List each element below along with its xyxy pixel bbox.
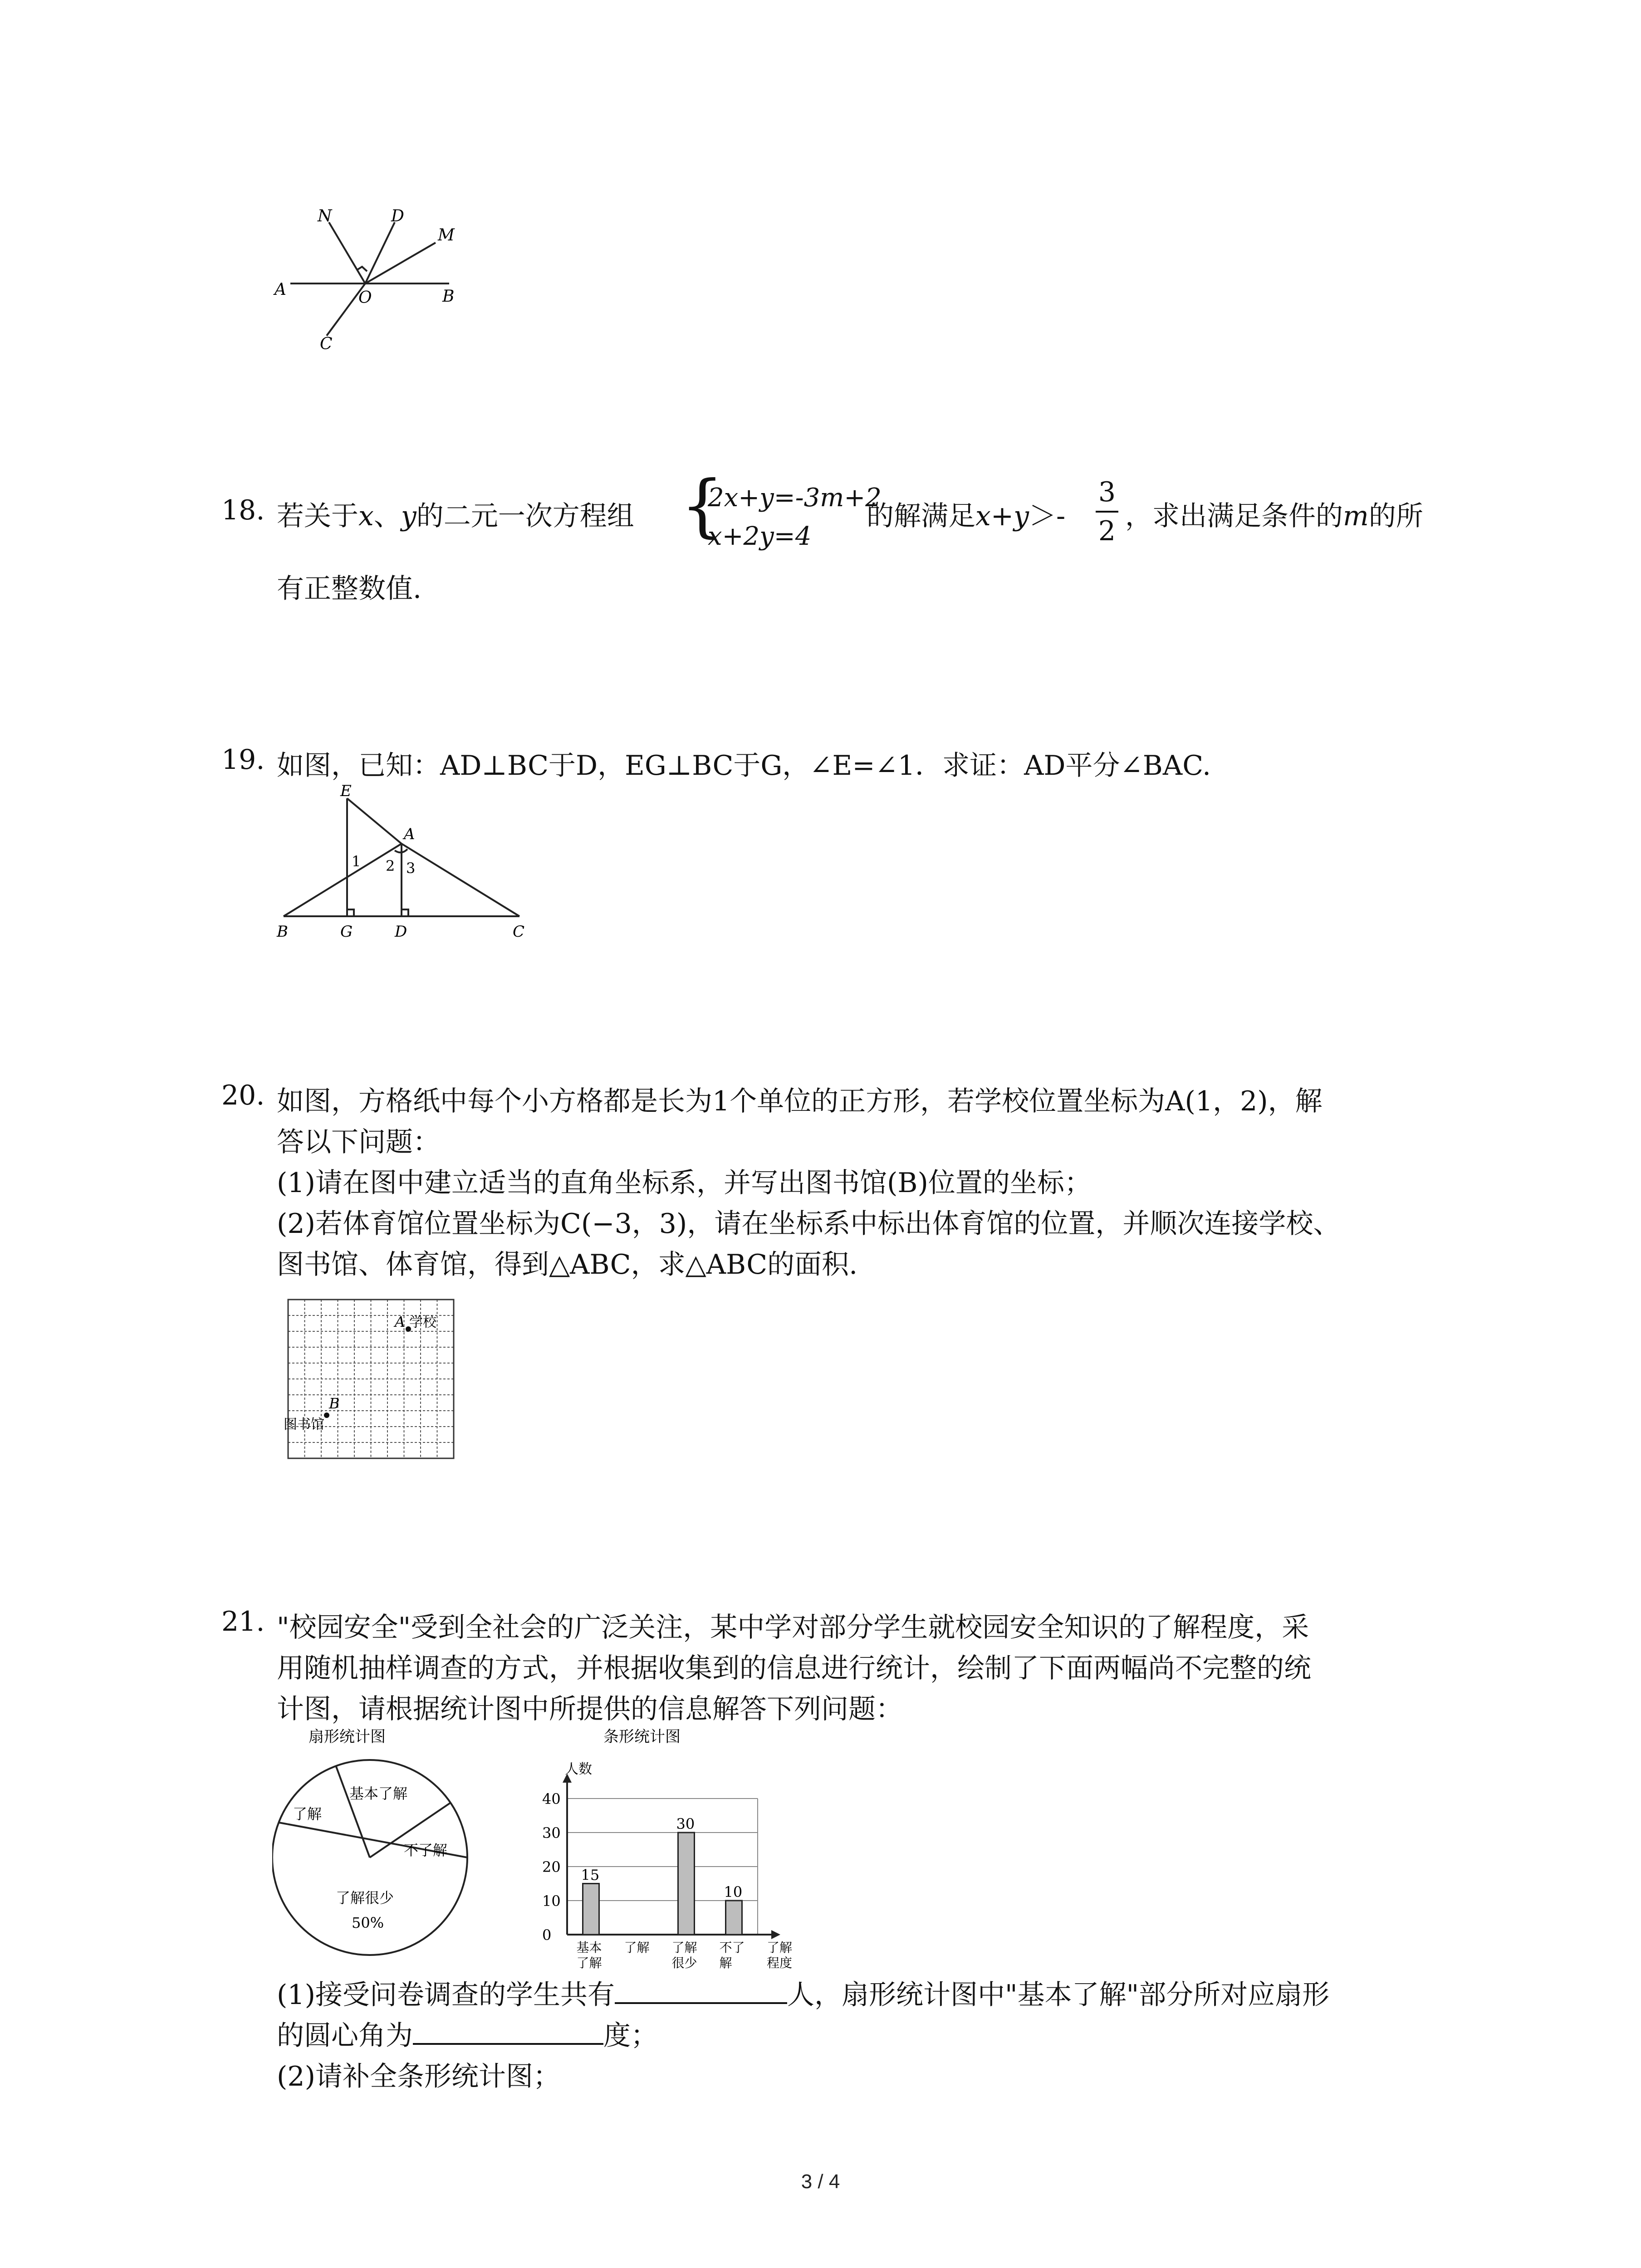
triangle-figure [268, 780, 540, 948]
grid-map-figure [279, 1295, 460, 1467]
pie-label-not: 不了解 [404, 1842, 448, 1859]
pie-label-understand: 了解 [293, 1805, 322, 1823]
label-g: G [340, 923, 353, 941]
question-20-part2: (2)若体育馆位置坐标为C(−3，3)，请在坐标系中标出体育馆的位置，并顺次连接学校、 [277, 1208, 1341, 1240]
label-school: 学校 [409, 1315, 436, 1330]
question-21-number: 21. [221, 1606, 265, 1637]
label-d: D [395, 923, 407, 941]
bar-value-label: 30 [676, 1815, 695, 1833]
question-20-line1: 如图，方格纸中每个小方格都是长为1个单位的正方形，若学校位置坐标为A(1，2)，解 [277, 1085, 1323, 1117]
y-tick-label: 40 [542, 1790, 561, 1808]
label-e: E [340, 782, 352, 800]
question-18-line1: 若关于x、y的二元一次方程组 [277, 500, 634, 532]
x-tick-label: 了解 [671, 1940, 697, 1955]
label-o: O [358, 288, 372, 307]
y-axis-label: 人数 [565, 1761, 592, 1777]
equation-1: 2x+y=-3m+2 [708, 483, 882, 513]
label-b: B [329, 1395, 340, 1412]
bar-chart [513, 1724, 830, 1978]
label-c: C [320, 335, 333, 353]
y-tick-label: 20 [542, 1858, 561, 1876]
fraction-three-halves: 3 2 [1096, 476, 1118, 547]
x-tick-label: 很少 [671, 1955, 697, 1970]
question-19-number: 19. [221, 744, 265, 776]
question-21-line3: 计图，请根据统计图中所提供的信息解答下列问题： [277, 1693, 903, 1725]
x-tick-label: 了解 [576, 1955, 602, 1970]
pie-title: 扇形统计图 [309, 1728, 386, 1746]
x-tick-label: 了解 [624, 1940, 650, 1955]
question-19-text: 如图，已知：AD⊥BC于D，EG⊥BC于G，∠E=∠1．求证：AD平分∠BAC. [277, 750, 1211, 782]
equation-2: x+2y=4 [708, 522, 812, 551]
bar [726, 1901, 742, 1935]
x-tick-label: 不了 [719, 1940, 745, 1955]
question-18-number: 18. [221, 494, 265, 526]
answer-blank-total[interactable] [615, 1998, 787, 2004]
bar-value-label: 15 [581, 1866, 600, 1884]
answer-blank-angle[interactable] [413, 2038, 603, 2045]
y-tick-label: 30 [542, 1824, 561, 1842]
equation-brace: { [681, 466, 724, 545]
question-20-number: 20. [221, 1080, 265, 1111]
label-a: A [404, 825, 415, 843]
label-3: 3 [406, 860, 416, 877]
label-m: M [438, 226, 455, 244]
x-tick-label: 基本 [576, 1940, 602, 1955]
question-21-line2: 用随机抽样调查的方式，并根据收集到的信息进行统计，绘制了下面两幅尚不完整的统 [277, 1652, 1311, 1684]
page-number: 3 / 4 [801, 2170, 840, 2193]
pie-pct-label: 50% [352, 1914, 384, 1931]
question-20-line2: 答以下问题： [277, 1126, 440, 1158]
x-tick-label: 解 [719, 1955, 732, 1970]
question-20-part2-cont: 图书馆、体育馆，得到△ABC，求△ABC的面积. [277, 1249, 858, 1281]
bar [678, 1833, 695, 1935]
x-axis-label: 了解 [767, 1940, 793, 1955]
label-a: A [395, 1313, 406, 1330]
pie-label-little: 了解很少 [336, 1889, 394, 1906]
question-18-condition: 的解满足x+y＞- [867, 500, 1066, 532]
question-20-part1: (1)请在图中建立适当的直角坐标系，并写出图书馆(B)位置的坐标； [277, 1167, 1092, 1199]
label-d: D [391, 207, 404, 225]
y-tick-label: 0 [542, 1926, 552, 1944]
pie-chart [272, 1724, 490, 1960]
x-axis-label: 程度 [767, 1955, 793, 1970]
bar-value-label: 10 [724, 1883, 743, 1901]
label-a: A [274, 280, 286, 299]
y-tick-label: 10 [542, 1892, 561, 1910]
question-21-sub1: (1)接受问卷调查的学生共有 人，扇形统计图中"基本了解"部分所对应扇形 [277, 1979, 1330, 2011]
question-18-tail: ，求出满足条件的m的所 [1125, 500, 1423, 532]
bar [583, 1884, 599, 1935]
label-b: B [277, 923, 288, 941]
pie-label-basic: 基本了解 [349, 1785, 408, 1802]
question-18-line2: 有正整数值. [277, 573, 422, 605]
question-21-sub2: (2)请补全条形统计图； [277, 2061, 560, 2092]
question-21-sub1-cont: 的圆心角为 度； [277, 2020, 658, 2052]
question-21-line1: "校园安全"受到全社会的广泛关注，某中学对部分学生就校园安全知识的了解程度，采 [277, 1612, 1309, 1643]
bar-chart-title: 条形统计图 [603, 1728, 681, 1746]
angle-figure [272, 204, 508, 354]
label-n: N [318, 207, 332, 225]
x-axis-arrow [771, 1930, 780, 1939]
label-1: 1 [352, 853, 361, 870]
label-library: 图书馆 [284, 1417, 324, 1432]
label-b: B [442, 287, 455, 306]
label-c: C [513, 923, 525, 941]
label-2: 2 [386, 857, 395, 875]
